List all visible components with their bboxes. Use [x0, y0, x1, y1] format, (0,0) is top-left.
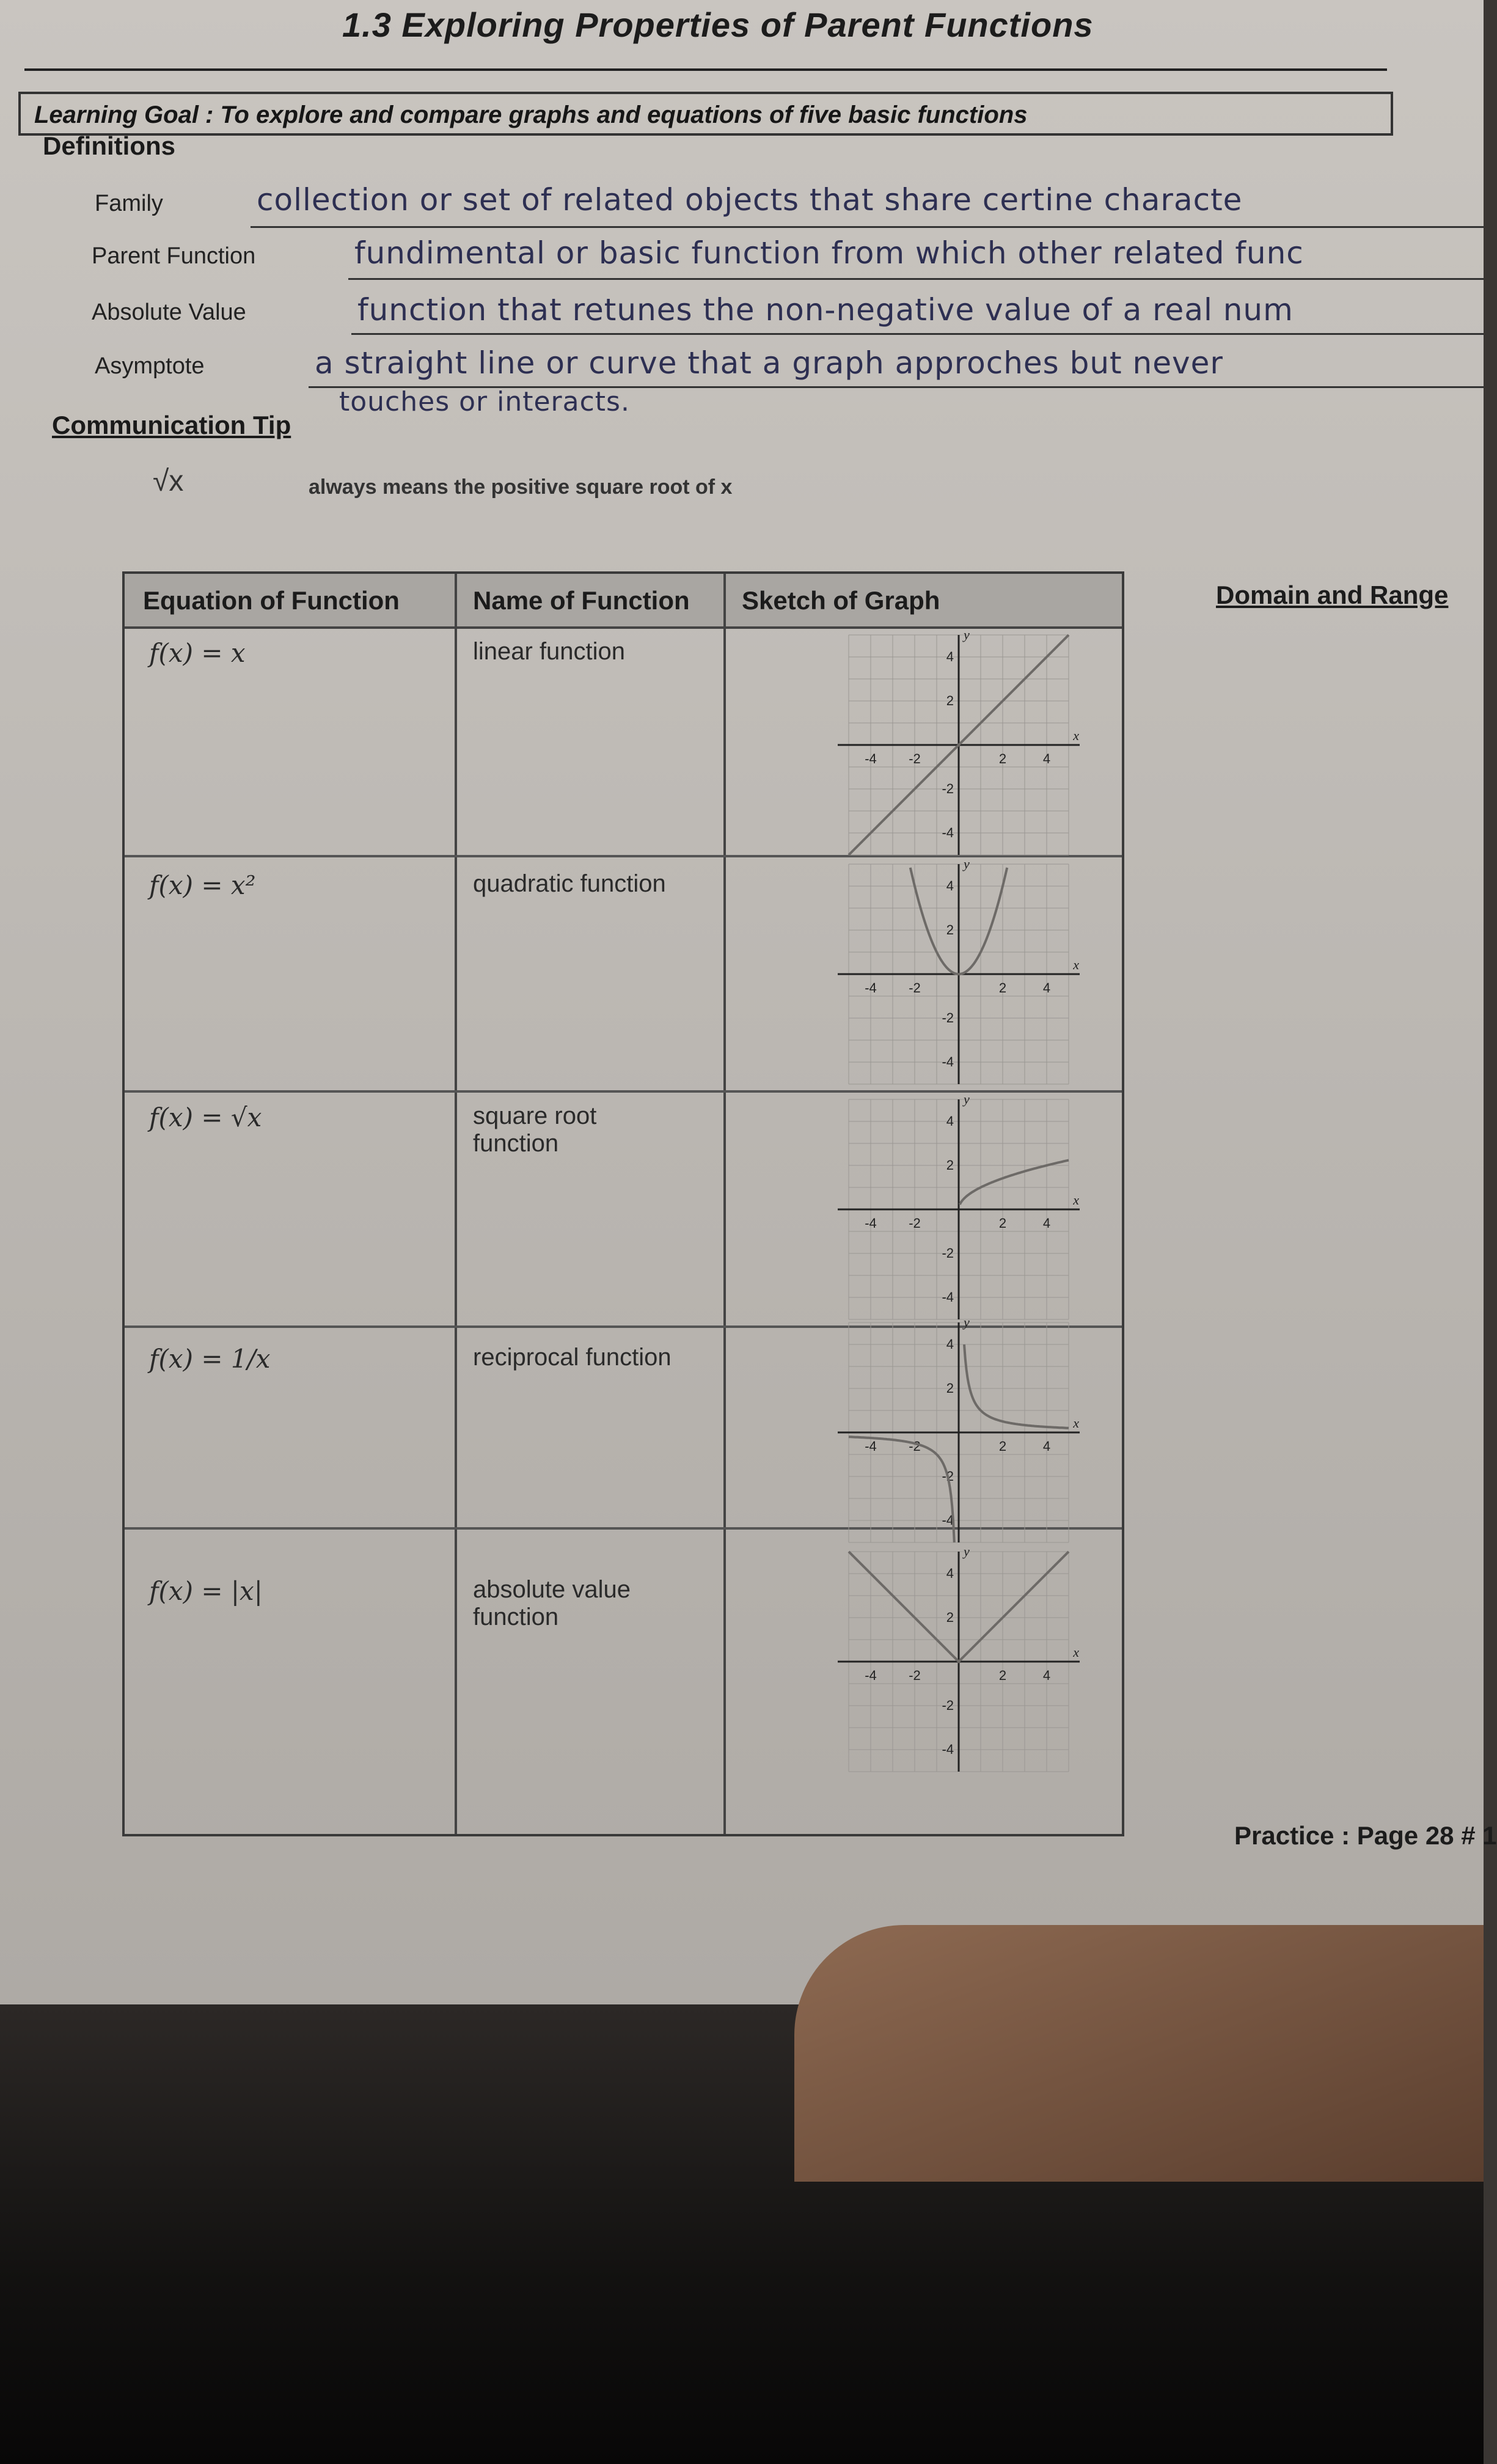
y-tick-label: 2	[946, 922, 954, 937]
x-tick-label: -4	[865, 1216, 877, 1231]
equation-quadratic: f(x) = x²	[149, 870, 256, 900]
graph-quadratic	[824, 856, 1093, 1084]
header-name: Name of Function	[473, 586, 690, 615]
x-tick-label: 4	[1042, 1216, 1051, 1231]
x-tick-label: 2	[998, 980, 1007, 996]
x-tick-label: 4	[1042, 980, 1051, 996]
header-sketch: Sketch of Graph	[742, 586, 940, 615]
x-axis-label: x	[1073, 1415, 1079, 1431]
y-tick-label: 4	[946, 1566, 954, 1581]
x-tick-label: 2	[998, 1439, 1007, 1454]
y-tick-label: -2	[942, 781, 954, 796]
sqrt-curve	[960, 1160, 1069, 1205]
y-axis-label: y	[964, 1314, 970, 1330]
answer-family: collection or set of related objects that share certine characte	[257, 182, 1243, 218]
x-axis-label: x	[1073, 1645, 1079, 1660]
name-quadratic: quadratic function	[473, 870, 666, 897]
answer-absolute-value: function that retunes the non-negative value of a real num	[357, 292, 1294, 328]
page-title: 1.3 Exploring Properties of Parent Functions	[342, 6, 1094, 44]
term-family: Family	[95, 191, 163, 216]
equation-reciprocal: f(x) = 1/x	[149, 1344, 271, 1374]
row-divider	[125, 1090, 1122, 1093]
y-tick-label: -4	[942, 825, 954, 840]
y-tick-label: -4	[942, 1289, 954, 1305]
column-divider	[455, 574, 457, 1834]
answer-line	[251, 226, 1484, 228]
graph-reciprocal	[824, 1314, 1093, 1542]
x-tick-label: 2	[998, 751, 1007, 766]
y-tick-label: 2	[946, 1380, 954, 1396]
answer-asymptote: a straight line or curve that a graph approches but never	[315, 345, 1223, 381]
name-linear: linear function	[473, 638, 626, 665]
definitions-heading: Definitions	[43, 131, 175, 160]
y-tick-label: 2	[946, 1157, 954, 1173]
term-absolute-value: Absolute Value	[92, 299, 246, 325]
y-tick-label: -2	[942, 1245, 954, 1261]
learning-goal-box	[18, 92, 1393, 136]
name-reciprocal: reciprocal function	[473, 1344, 672, 1371]
x-tick-label: -2	[909, 1216, 921, 1231]
answer-line	[348, 278, 1484, 280]
y-tick-label: -2	[942, 1469, 954, 1484]
y-tick-label: 4	[946, 878, 954, 893]
y-axis-label: y	[964, 1544, 970, 1560]
communication-tip-text: always means the positive square root of x	[309, 475, 733, 499]
y-tick-label: 2	[946, 1610, 954, 1625]
header-equation: Equation of Function	[143, 586, 400, 615]
graph-sqrt	[824, 1091, 1093, 1319]
x-tick-label: 4	[1042, 1668, 1051, 1683]
x-tick-label: -4	[865, 1439, 877, 1454]
y-tick-label: 4	[946, 1113, 954, 1129]
y-axis-label: y	[964, 1091, 970, 1107]
y-tick-label: 4	[946, 1336, 954, 1352]
x-tick-label: 2	[998, 1668, 1007, 1683]
answer-asymptote-cont: touches or interacts.	[339, 386, 630, 417]
x-axis-label: x	[1073, 957, 1079, 972]
learning-goal: Learning Goal : To explore and compare graphs and equations of five basic functions	[34, 101, 1028, 128]
equation-sqrt: f(x) = √x	[149, 1102, 262, 1132]
name-sqrt: square root function	[473, 1102, 597, 1157]
y-tick-label: 2	[946, 693, 954, 708]
row-divider	[125, 855, 1122, 857]
term-parent-function: Parent Function	[92, 243, 256, 269]
y-tick-label: -4	[942, 1742, 954, 1757]
name-abs: absolute value function	[473, 1576, 631, 1630]
x-tick-label: 4	[1042, 1439, 1051, 1454]
y-tick-label: -4	[942, 1513, 954, 1528]
x-tick-label: 4	[1042, 751, 1051, 766]
communication-tip-heading: Communication Tip	[52, 411, 291, 439]
x-tick-label: -2	[909, 980, 921, 996]
y-axis-label: y	[964, 856, 970, 872]
x-axis-label: x	[1073, 1192, 1079, 1208]
title-rule	[24, 68, 1387, 71]
y-tick-label: -4	[942, 1054, 954, 1069]
y-tick-label: -2	[942, 1698, 954, 1713]
graph-linear	[824, 627, 1093, 855]
graph-abs	[824, 1544, 1093, 1772]
x-tick-label: -2	[909, 1439, 921, 1454]
equation-linear: f(x) = x	[149, 638, 246, 668]
answer-parent-function: fundimental or basic function from which other related func	[354, 235, 1304, 271]
x-tick-label: -4	[865, 1668, 877, 1683]
table-header	[125, 574, 1122, 629]
x-tick-label: -4	[865, 980, 877, 996]
practice-reference: Practice : Page 28 # 1	[1234, 1821, 1497, 1850]
x-tick-label: -2	[909, 751, 921, 766]
x-tick-label: 2	[998, 1216, 1007, 1231]
cloth	[794, 1925, 1484, 2182]
answer-line	[351, 333, 1484, 335]
equation-abs: f(x) = |x|	[149, 1576, 263, 1606]
x-tick-label: -2	[909, 1668, 921, 1683]
square-root-symbol: √x	[153, 465, 184, 497]
domain-range-heading: Domain and Range	[1216, 581, 1449, 609]
functions-table	[122, 571, 1124, 1836]
term-asymptote: Asymptote	[95, 353, 205, 379]
column-divider	[723, 574, 726, 1834]
x-axis-label: x	[1073, 728, 1079, 743]
y-tick-label: -2	[942, 1010, 954, 1025]
x-tick-label: -4	[865, 751, 877, 766]
y-axis-label: y	[964, 627, 970, 643]
y-tick-label: 4	[946, 649, 954, 664]
